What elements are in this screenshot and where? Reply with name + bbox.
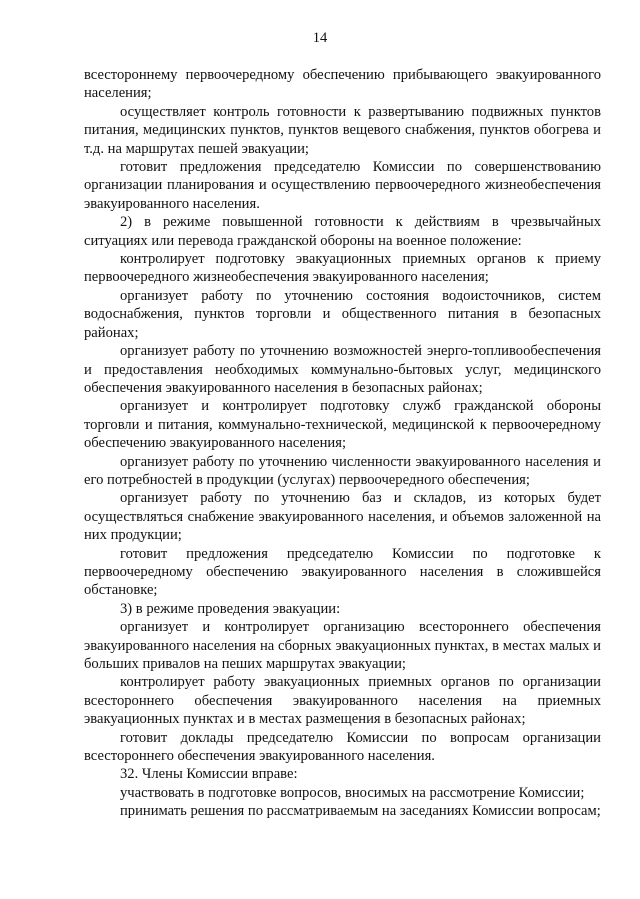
paragraph-bases-warehouses: организует работу по уточнению баз и складов, из которых будет осуществляться снабжение эвакуированного населения, и объемов заложенной на них продукции; [84,490,601,544]
paragraph-high-readiness-mode: 2) в режиме повышенной готовности к действиям в чрезвычайных ситуациях или перевода гражданской обороны на военное положение: [84,214,601,249]
paragraph-population-count: организует работу по уточнению численности эвакуированного населения и его потребностей в продукции (услугах) первоочередного обеспечения; [84,453,601,488]
paragraph-control-mobile-points: осуществляет контроль готовности к развертыванию подвижных пунктов питания, медицинских пунктов, пунктов вещевого снабжения, пунктов обогрева и т.д. на маршрутах пешей эвакуации; [84,103,601,157]
paragraph-proposals-situation: готовит предложения председателю Комиссии по подготовке к первоочередному обеспечению эвакуированного населения в сложившейся обстановке; [84,545,601,599]
paragraph-continuation: всестороннему первоочередному обеспечению прибывающего эвакуированного населения; [84,67,601,102]
paragraph-assembly-points: организует и контролирует организацию всестороннего обеспечения эвакуированного населения на сборных эвакуационных пунктах, в местах малых и больших привалов на пеших маршрутах эвакуации; [84,619,601,672]
paragraph-control-reception-bodies: контролирует подготовку эвакуационных приемных органов к приему первоочередного жизнеобеспечения эвакуированного населения; [84,251,601,286]
paragraph-reports: готовит доклады председателю Комиссии по вопросам организации всестороннего обеспечения эвакуированного населения. [84,729,601,765]
paragraph-make-decisions: принимать решения по рассматриваемым на заседаниях Комиссии вопросам; [120,803,601,820]
paragraph-water-sources: организует работу по уточнению состояния водоисточников, систем водоснабжения, пунктов торговли и общественного питания в безопасных районах; [84,287,601,341]
paragraph-civil-defense-services: организует и контролирует подготовку служб гражданской обороны торговли и питания, коммунально-технической, медицинской к первоочередному обеспечению эвакуированного населения; [84,398,601,452]
paragraph-participate: участвовать в подготовке вопросов, вносимых на рассмотрение Комиссии; [120,784,585,801]
paragraph-energy-fuel: организует работу по уточнению возможностей энерго-топливообеспечения и предоставления необходимых коммунально-бытовых услуг, медицинского обеспечения эвакуированного населения в безопасных районах; [84,343,601,396]
page-number: 14 [312,30,328,46]
paragraph-members-rights: 32. Члены Комиссии вправе: [120,766,298,783]
document-body [84,66,601,821]
paragraph-reception-points: контролирует работу эвакуационных приемных органов по организации всестороннего обеспечения эвакуированного населения на приемных эвакуационных пунктах и в местах размещения в безопасных районах; [84,674,601,728]
paragraph-proposals-planning: готовит предложения председателю Комиссии по совершенствованию организации планирования и осуществлению первоочередного жизнеобеспечения эвакуированного населения. [84,159,601,212]
paragraph-evacuation-mode: 3) в режиме проведения эвакуации: [120,600,341,617]
